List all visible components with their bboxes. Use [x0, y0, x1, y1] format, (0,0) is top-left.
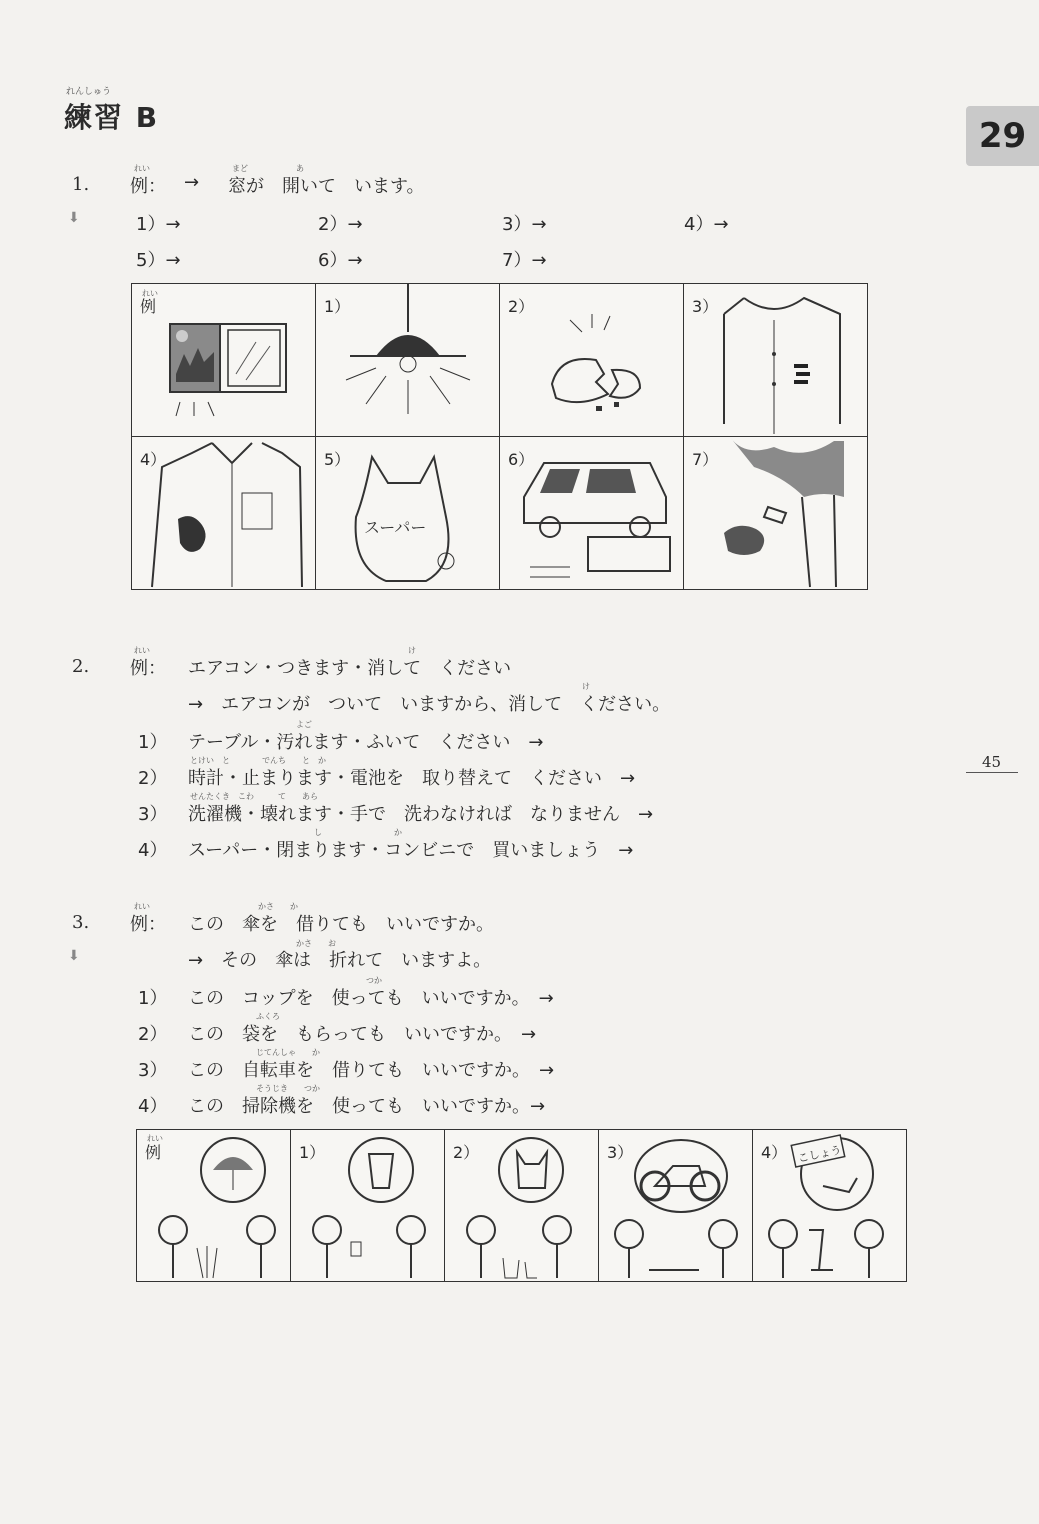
section3-example-prompt: この 傘を 借りても いいですか。: [188, 914, 494, 935]
umbrella-dialog-picture: [137, 1130, 290, 1282]
s2-item-4-text: スーパー・閉まります・コンビニで 買いましょう →: [188, 840, 634, 861]
s3-item-4-ruby: そうじき つか: [256, 1084, 320, 1093]
s2-item-2-text: 時計・止まります・電池を 取り替えて ください →: [188, 768, 636, 789]
car-lights-picture: [500, 437, 683, 590]
s3-cell-example: [137, 1130, 291, 1282]
section1-example-text: 窓が 開いて います。: [228, 176, 425, 197]
section1-example-arrow: →: [184, 172, 200, 193]
s1-item-3: 3）→: [502, 214, 547, 235]
s1-cell-6-label: 6）: [508, 450, 535, 469]
s1-cell-4: [132, 437, 316, 590]
section1-example-label: 例：: [130, 176, 166, 197]
s2-item-2-num: 2）: [138, 768, 168, 789]
s2-item-1-text: テーブル・汚れます・ふいて ください →: [188, 732, 544, 753]
section2-number: 2.: [72, 656, 90, 677]
bicycle-dialog-picture: [599, 1130, 752, 1282]
s1-cell-7-label: 7）: [692, 450, 719, 469]
open-window-picture: [132, 284, 315, 437]
s1-cell-3: [684, 284, 868, 437]
s2-item-1-ruby: よご: [296, 720, 312, 729]
s1-cell-7: [684, 437, 868, 590]
s2-item-4-ruby: し か: [314, 828, 402, 837]
section2-example-prompt: エアコン・つきます・消して ください: [188, 658, 512, 679]
s3-item-1-ruby: つか: [366, 976, 382, 985]
sign-text: こしょう: [796, 1143, 843, 1166]
cup-dialog-picture: [291, 1130, 444, 1282]
s3-item-2-num: 2）: [138, 1024, 168, 1045]
section1-example-ruby: れい: [134, 164, 150, 173]
s3-cell-example-label: 例: [145, 1143, 162, 1162]
s2-item-2-ruby: とけい と でんち と か: [190, 756, 326, 765]
s3-cell-example-ruby: れい: [147, 1134, 163, 1143]
s3-item-4-text: この 掃除機を 使っても いいですか。→: [188, 1096, 546, 1117]
s1-cell-2: [500, 284, 684, 437]
down-arrow-icon[interactable]: ⬇: [68, 210, 80, 226]
chapter-tab: 29: [966, 106, 1039, 166]
section2-answer-ruby-ke: け: [582, 682, 590, 691]
s1-item-7: 7）→: [502, 250, 547, 271]
s3-cell-3: [599, 1130, 753, 1282]
s2-item-3-num: 3）: [138, 804, 168, 825]
section1-number: 1.: [72, 174, 90, 195]
s1-cell-6: [500, 437, 684, 590]
section3-answer-ruby: かさ お: [296, 939, 336, 948]
section2-example-label: 例：: [130, 658, 166, 679]
s1-cell-example-ruby: れい: [142, 289, 158, 298]
broken-branch-picture: [684, 437, 867, 590]
s2-item-1-num: 1）: [138, 732, 168, 753]
section2-example-answer: → エアコンが ついて いますから、消して ください。: [188, 694, 671, 715]
s2-item-4-num: 4）: [138, 840, 168, 861]
s3-item-2-text: この 袋を もらっても いいですか。 →: [188, 1024, 537, 1045]
ruby-a: あ: [296, 164, 304, 173]
section3-prompt-ruby: かさ か: [258, 902, 298, 911]
s3-item-4-num: 4）: [138, 1096, 168, 1117]
section3-example-ruby: れい: [134, 902, 150, 911]
s2-item-3-text: 洗濯機・壊れます・手で 洗わなければ なりません →: [188, 804, 654, 825]
s1-cell-5: [316, 437, 500, 590]
s1-cell-4-label: 4）: [140, 450, 167, 469]
section3-example-label: 例：: [130, 914, 166, 935]
s1-cell-example: [132, 284, 316, 437]
section3-picture-grid: [136, 1129, 907, 1282]
vacuum-dialog-picture: [753, 1130, 906, 1282]
s1-item-2: 2）→: [318, 214, 363, 235]
s1-cell-1-label: 1）: [324, 297, 351, 316]
s3-cell-1-label: 1）: [299, 1143, 326, 1162]
s3-item-3-text: この 自転車を 借りても いいですか。 →: [188, 1060, 555, 1081]
title-ruby: れんしゅう: [66, 87, 112, 97]
s3-item-2-ruby: ふくろ: [256, 1012, 280, 1021]
page-number-rule: [966, 772, 1018, 773]
s1-cell-1: [316, 284, 500, 437]
s3-item-3-num: 3）: [138, 1060, 168, 1081]
s1-cell-3-label: 3）: [692, 297, 719, 316]
ruby-mado: まど: [232, 164, 248, 173]
broken-egg-picture: [500, 284, 683, 437]
section1-picture-grid: [131, 283, 868, 590]
s2-item-3-ruby: せんたくき こわ て あら: [190, 792, 318, 801]
s3-cell-2-label: 2）: [453, 1143, 480, 1162]
s1-cell-example-label: 例: [140, 297, 157, 316]
s1-cell-5-label: 5）: [324, 450, 351, 469]
page-title: 練習 B: [64, 101, 160, 134]
s1-item-4: 4）→: [684, 214, 729, 235]
plastic-bag-picture: [316, 437, 499, 590]
s3-cell-2: [445, 1130, 599, 1282]
s3-item-1-num: 1）: [138, 988, 168, 1009]
s1-item-6: 6）→: [318, 250, 363, 271]
shirt-missing-button-picture: [684, 284, 867, 437]
dirty-shirt-picture: [132, 437, 315, 590]
section3-example-answer: → その 傘は 折れて いますよ。: [188, 950, 492, 971]
section3-number: 3.: [72, 912, 90, 933]
section2-ruby-ke: け: [408, 646, 416, 655]
page-number: 45: [982, 753, 1002, 771]
lamp-picture: [316, 284, 499, 437]
s1-item-5: 5）→: [136, 250, 181, 271]
section2-example-ruby: れい: [134, 646, 150, 655]
bag-dialog-picture: [445, 1130, 598, 1282]
s3-cell-4: [753, 1130, 907, 1282]
s3-item-1-text: この コップを 使っても いいですか。 →: [188, 988, 554, 1009]
s1-item-1: 1）→: [136, 214, 181, 235]
s3-item-3-ruby: じてんしゃ か: [256, 1048, 320, 1057]
bag-text: スーパー: [364, 518, 427, 537]
s3-cell-4-label: 4）: [761, 1143, 788, 1162]
s1-cell-2-label: 2）: [508, 297, 535, 316]
s3-cell-3-label: 3）: [607, 1143, 634, 1162]
down-arrow-icon[interactable]: ⬇: [68, 948, 80, 964]
s3-cell-1: [291, 1130, 445, 1282]
